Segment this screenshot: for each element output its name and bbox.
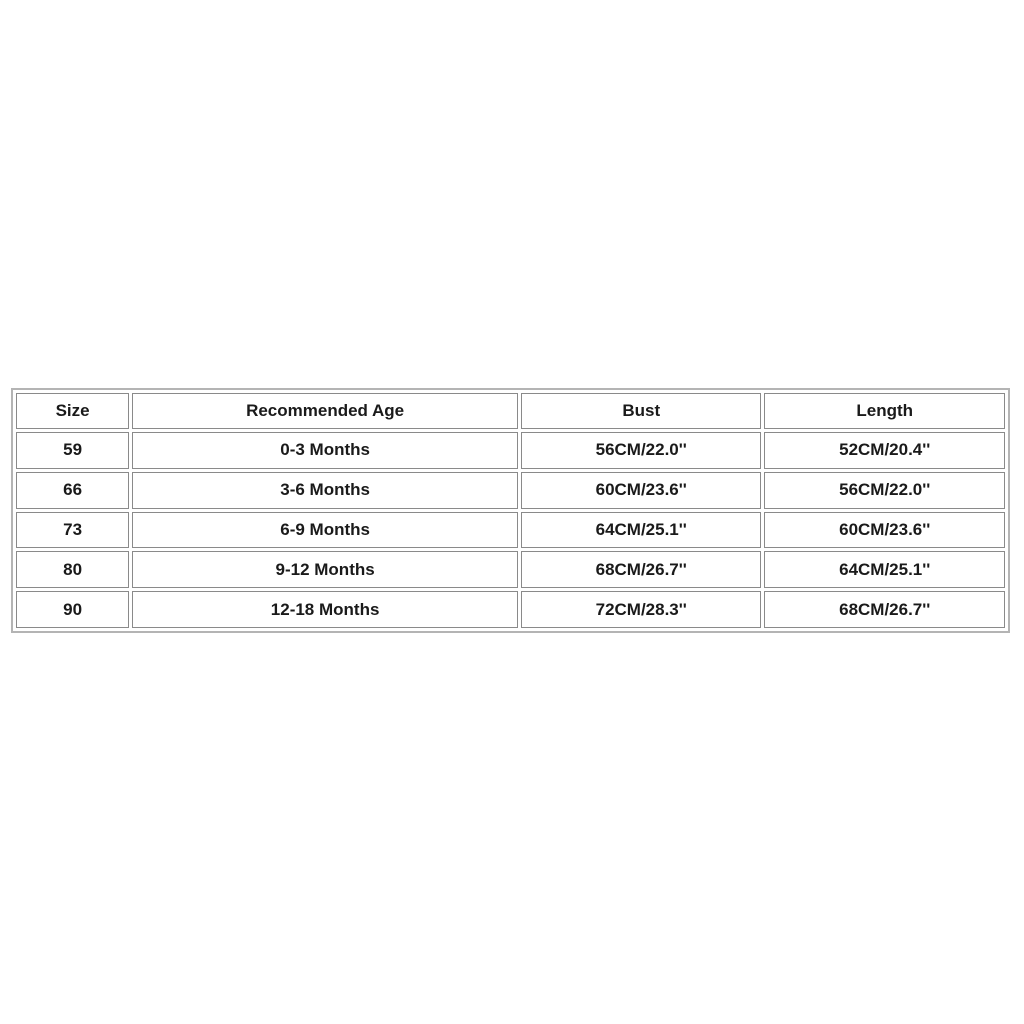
cell-size: 66 [16, 472, 129, 509]
table-row [16, 551, 1005, 588]
cell-length: 52CM/20.4'' [764, 432, 1005, 469]
header-bust: Bust [521, 393, 761, 429]
cell-age: 3-6 Months [132, 472, 518, 509]
cell-bust: 56CM/22.0'' [521, 432, 761, 469]
cell-bust: 64CM/25.1'' [521, 512, 761, 549]
cell-length: 68CM/26.7'' [764, 591, 1005, 628]
header-length: Length [764, 393, 1005, 429]
header-row [16, 393, 1005, 429]
cell-bust: 60CM/23.6'' [521, 472, 761, 509]
table-row [16, 472, 1005, 509]
cell-length: 60CM/23.6'' [764, 512, 1005, 549]
cell-age: 6-9 Months [132, 512, 518, 549]
cell-length: 56CM/22.0'' [764, 472, 1005, 509]
header-size: Size [16, 393, 129, 429]
cell-age: 0-3 Months [132, 432, 518, 469]
table-row [16, 432, 1005, 469]
size-table [13, 390, 1008, 631]
cell-age: 9-12 Months [132, 551, 518, 588]
cell-size: 80 [16, 551, 129, 588]
cell-size: 90 [16, 591, 129, 628]
cell-age: 12-18 Months [132, 591, 518, 628]
size-chart [11, 388, 1010, 633]
table-row [16, 512, 1005, 549]
cell-bust: 68CM/26.7'' [521, 551, 761, 588]
cell-length: 64CM/25.1'' [764, 551, 1005, 588]
table-row [16, 591, 1005, 628]
cell-bust: 72CM/28.3'' [521, 591, 761, 628]
cell-size: 59 [16, 432, 129, 469]
cell-size: 73 [16, 512, 129, 549]
header-recommended-age: Recommended Age [132, 393, 518, 429]
